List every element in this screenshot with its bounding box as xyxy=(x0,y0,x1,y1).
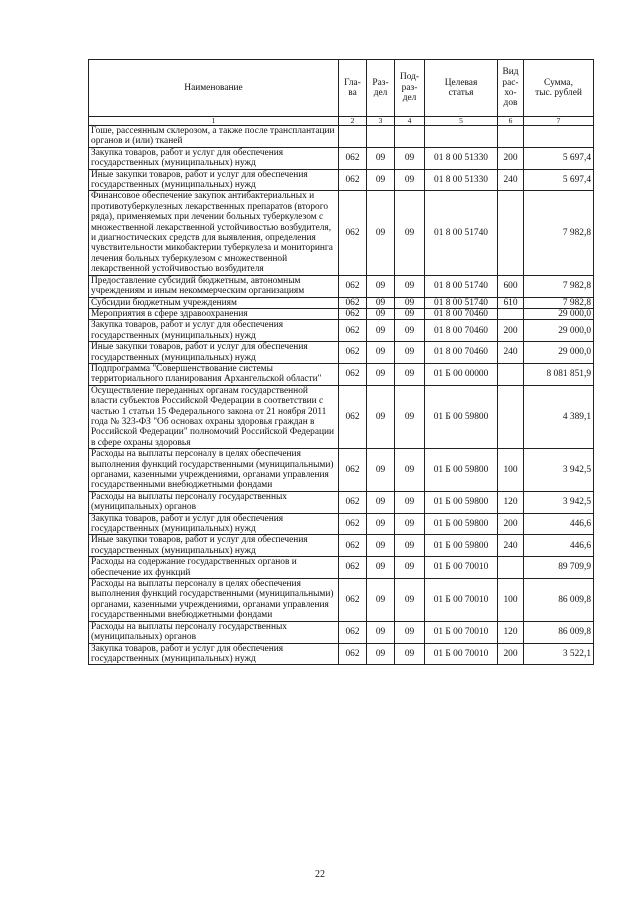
cell-expense-type: 200 xyxy=(498,147,524,169)
cell-podrazdel: 09 xyxy=(395,491,425,513)
table-row xyxy=(89,579,594,622)
cell-sum: 29 000,0 xyxy=(524,308,594,319)
cell-podrazdel: 09 xyxy=(395,169,425,191)
cell-razdel: 09 xyxy=(367,191,395,275)
cell-target-article: 01 Б 00 59800 xyxy=(425,491,498,513)
cell-podrazdel: 09 xyxy=(395,147,425,169)
cell-name: Субсидии бюджетным учреждениям xyxy=(89,297,339,308)
cell-glava: 062 xyxy=(339,320,367,342)
cell-expense-type: 120 xyxy=(498,491,524,513)
cell-name: Закупка товаров, работ и услуг для обеспечения государственных (муниципальных) нужд xyxy=(89,643,339,665)
cell-expense-type: 120 xyxy=(498,621,524,643)
cell-name: Расходы на выплаты персоналу государственных (муниципальных) органов xyxy=(89,621,339,643)
cell-razdel: 09 xyxy=(367,579,395,622)
cell-razdel: 09 xyxy=(367,513,395,535)
cell-razdel: 09 xyxy=(367,535,395,557)
table-row xyxy=(89,643,594,665)
cell-target-article: 01 Б 00 59800 xyxy=(425,449,498,492)
cell-sum: 29 000,0 xyxy=(524,320,594,342)
cell-name: Подпрограмма "Совершенствование системы территориального планирования Архангельской области" xyxy=(89,363,339,385)
col-number: 3 xyxy=(367,117,395,126)
cell-podrazdel: 09 xyxy=(395,308,425,319)
table-row xyxy=(89,621,594,643)
cell-expense-type: 240 xyxy=(498,342,524,364)
cell-glava: 062 xyxy=(339,147,367,169)
cell-expense-type: 600 xyxy=(498,275,524,297)
cell-sum: 3 942,5 xyxy=(524,449,594,492)
col-header-sum: Сумма, тыс. рублей xyxy=(524,60,594,117)
cell-podrazdel: 09 xyxy=(395,363,425,385)
cell-glava: 062 xyxy=(339,363,367,385)
cell-razdel: 09 xyxy=(367,643,395,665)
table-row xyxy=(89,363,594,385)
table-row xyxy=(89,191,594,275)
table-row xyxy=(89,513,594,535)
table-row xyxy=(89,147,594,169)
col-header-podrazdel: Под- раз- дел xyxy=(395,60,425,117)
cell-name: Закупка товаров, работ и услуг для обеспечения государственных (муниципальных) нужд xyxy=(89,320,339,342)
cell-razdel: 09 xyxy=(367,557,395,579)
cell-target-article: 01 Б 00 70010 xyxy=(425,621,498,643)
cell-name: Иные закупки товаров, работ и услуг для обеспечения государственных (муниципальных) нужд xyxy=(89,342,339,364)
cell-sum: 86 009,8 xyxy=(524,579,594,622)
cell-razdel: 09 xyxy=(367,147,395,169)
cell-name: Иные закупки товаров, работ и услуг для обеспечения государственных (муниципальных) нужд xyxy=(89,535,339,557)
cell-razdel: 09 xyxy=(367,449,395,492)
cell-glava: 062 xyxy=(339,308,367,319)
cell-target-article: 01 Б 00 00000 xyxy=(425,363,498,385)
cell-podrazdel: 09 xyxy=(395,643,425,665)
table-row xyxy=(89,535,594,557)
cell-glava: 062 xyxy=(339,385,367,448)
cell-razdel: 09 xyxy=(367,491,395,513)
cell-expense-type: 240 xyxy=(498,535,524,557)
cell-expense-type xyxy=(498,126,524,148)
table-row xyxy=(89,449,594,492)
cell-glava: 062 xyxy=(339,169,367,191)
cell-sum: 7 982,8 xyxy=(524,191,594,275)
table-row xyxy=(89,557,594,579)
cell-razdel: 09 xyxy=(367,342,395,364)
cell-expense-type: 200 xyxy=(498,513,524,535)
table-row xyxy=(89,308,594,319)
cell-razdel: 09 xyxy=(367,363,395,385)
col-number: 7 xyxy=(524,117,594,126)
cell-name: Мероприятия в сфере здравоохранения xyxy=(89,308,339,319)
cell-name: Расходы на содержание государственных органов и обеспечение их функций xyxy=(89,557,339,579)
cell-expense-type xyxy=(498,308,524,319)
cell-glava: 062 xyxy=(339,557,367,579)
cell-expense-type xyxy=(498,363,524,385)
table-row xyxy=(89,342,594,364)
table-row xyxy=(89,385,594,448)
cell-target-article: 01 8 00 51740 xyxy=(425,191,498,275)
cell-sum: 3 942,5 xyxy=(524,491,594,513)
cell-glava: 062 xyxy=(339,449,367,492)
cell-podrazdel: 09 xyxy=(395,342,425,364)
cell-glava: 062 xyxy=(339,191,367,275)
cell-target-article: 01 8 00 51330 xyxy=(425,169,498,191)
cell-target-article: 01 8 00 51330 xyxy=(425,147,498,169)
cell-glava: 062 xyxy=(339,621,367,643)
cell-target-article: 01 8 00 51740 xyxy=(425,297,498,308)
cell-sum: 446,6 xyxy=(524,535,594,557)
cell-razdel: 09 xyxy=(367,308,395,319)
table-row xyxy=(89,275,594,297)
cell-name: Финансовое обеспечение закупок антибактериальных и противотуберкулезных лекарственных препаратов (второго ряда), применяемых при лечении больных туберкулезом с множественной лекарственной устойчивостью возбудителя, и диагностических средств для выявления, определения чувствительности микобактерии туберкулеза и мониторинга лечения больных туберкулезом с множественной лекарственной устойчивостью возбудителя xyxy=(89,191,339,275)
cell-razdel: 09 xyxy=(367,621,395,643)
cell-glava: 062 xyxy=(339,513,367,535)
col-header-glava: Гла- ва xyxy=(339,60,367,117)
cell-razdel: 09 xyxy=(367,275,395,297)
header-numbers-row xyxy=(89,117,594,126)
cell-expense-type: 240 xyxy=(498,169,524,191)
cell-glava: 062 xyxy=(339,275,367,297)
cell-podrazdel: 09 xyxy=(395,191,425,275)
cell-expense-type: 610 xyxy=(498,297,524,308)
cell-name: Расходы на выплаты персоналу в целях обеспечения выполнения функций государственными (муниципальными) органами, казенными учреждениями, органами управления государственными внебюджетными фондами xyxy=(89,579,339,622)
cell-podrazdel xyxy=(395,126,425,148)
cell-name: Предоставление субсидий бюджетным, автономным учреждениям и иным некоммерческим организациям xyxy=(89,275,339,297)
cell-sum: 5 697,4 xyxy=(524,169,594,191)
cell-razdel: 09 xyxy=(367,297,395,308)
budget-table xyxy=(88,59,594,665)
cell-glava: 062 xyxy=(339,579,367,622)
cell-razdel xyxy=(367,126,395,148)
cell-expense-type: 200 xyxy=(498,320,524,342)
cell-expense-type xyxy=(498,191,524,275)
cell-name: Расходы на выплаты персоналу в целях обеспечения выполнения функций государственными (муниципальными) органами, казенными учреждениями, органами управления государственными внебюджетными фондами xyxy=(89,449,339,492)
cell-target-article: 01 8 00 70460 xyxy=(425,320,498,342)
cell-sum xyxy=(524,126,594,148)
cell-expense-type xyxy=(498,385,524,448)
cell-name: Осуществление переданных органам государственной власти субъектов Российской Федерации в соответствии с частью 1 статьи 15 Федерального закона от 21 ноября 2011 года № 323-ФЗ "Об основах охраны здоровья граждан в Российской Федерации" полномочий Российской Федерации в сфере охраны здоровья xyxy=(89,385,339,448)
table-row xyxy=(89,169,594,191)
cell-target-article: 01 8 00 70460 xyxy=(425,342,498,364)
table-body xyxy=(89,126,594,665)
table-row xyxy=(89,297,594,308)
cell-sum: 86 009,8 xyxy=(524,621,594,643)
cell-expense-type: 100 xyxy=(498,449,524,492)
cell-name: Гоше, рассеянным склерозом, а также после трансплантации органов и (или) тканей xyxy=(89,126,339,148)
col-number: 5 xyxy=(425,117,498,126)
cell-expense-type xyxy=(498,557,524,579)
cell-podrazdel: 09 xyxy=(395,297,425,308)
cell-sum: 446,6 xyxy=(524,513,594,535)
cell-sum: 8 081 851,9 xyxy=(524,363,594,385)
cell-glava: 062 xyxy=(339,535,367,557)
col-number: 4 xyxy=(395,117,425,126)
cell-glava: 062 xyxy=(339,297,367,308)
cell-target-article: 01 Б 00 59800 xyxy=(425,385,498,448)
cell-podrazdel: 09 xyxy=(395,449,425,492)
cell-glava: 062 xyxy=(339,491,367,513)
cell-sum: 7 982,8 xyxy=(524,297,594,308)
cell-name: Расходы на выплаты персоналу государственных (муниципальных) органов xyxy=(89,491,339,513)
table-row xyxy=(89,491,594,513)
cell-target-article: 01 Б 00 70010 xyxy=(425,557,498,579)
cell-expense-type: 200 xyxy=(498,643,524,665)
cell-name: Иные закупки товаров, работ и услуг для обеспечения государственных (муниципальных) нужд xyxy=(89,169,339,191)
page-number: 22 xyxy=(315,869,325,880)
cell-razdel: 09 xyxy=(367,169,395,191)
cell-expense-type: 100 xyxy=(498,579,524,622)
cell-target-article: 01 Б 00 59800 xyxy=(425,513,498,535)
col-header-expense-type: Вид рас- хо- дов xyxy=(498,60,524,117)
cell-target-article: 01 Б 00 59800 xyxy=(425,535,498,557)
col-number: 1 xyxy=(89,117,339,126)
cell-sum: 3 522,1 xyxy=(524,643,594,665)
col-header-target-article: Целевая статья xyxy=(425,60,498,117)
col-header-name: Наименование xyxy=(89,60,339,117)
cell-podrazdel: 09 xyxy=(395,275,425,297)
cell-razdel: 09 xyxy=(367,385,395,448)
cell-sum: 89 709,9 xyxy=(524,557,594,579)
cell-sum: 7 982,8 xyxy=(524,275,594,297)
cell-name: Закупка товаров, работ и услуг для обеспечения государственных (муниципальных) нужд xyxy=(89,147,339,169)
cell-sum: 29 000,0 xyxy=(524,342,594,364)
cell-glava: 062 xyxy=(339,342,367,364)
cell-glava: 062 xyxy=(339,643,367,665)
cell-target-article: 01 8 00 51740 xyxy=(425,275,498,297)
cell-podrazdel: 09 xyxy=(395,513,425,535)
table-row xyxy=(89,320,594,342)
cell-name: Закупка товаров, работ и услуг для обеспечения государственных (муниципальных) нужд xyxy=(89,513,339,535)
col-header-razdel: Раз- дел xyxy=(367,60,395,117)
cell-target-article: 01 Б 00 70010 xyxy=(425,643,498,665)
cell-podrazdel: 09 xyxy=(395,535,425,557)
cell-podrazdel: 09 xyxy=(395,621,425,643)
cell-target-article: 01 8 00 70460 xyxy=(425,308,498,319)
header-row xyxy=(89,60,594,117)
cell-sum: 4 389,1 xyxy=(524,385,594,448)
cell-podrazdel: 09 xyxy=(395,385,425,448)
cell-razdel: 09 xyxy=(367,320,395,342)
cell-podrazdel: 09 xyxy=(395,320,425,342)
col-number: 2 xyxy=(339,117,367,126)
col-number: 6 xyxy=(498,117,524,126)
cell-target-article: 01 Б 00 70010 xyxy=(425,579,498,622)
cell-sum: 5 697,4 xyxy=(524,147,594,169)
cell-podrazdel: 09 xyxy=(395,579,425,622)
cell-podrazdel: 09 xyxy=(395,557,425,579)
table-row xyxy=(89,126,594,148)
cell-target-article xyxy=(425,126,498,148)
cell-glava xyxy=(339,126,367,148)
